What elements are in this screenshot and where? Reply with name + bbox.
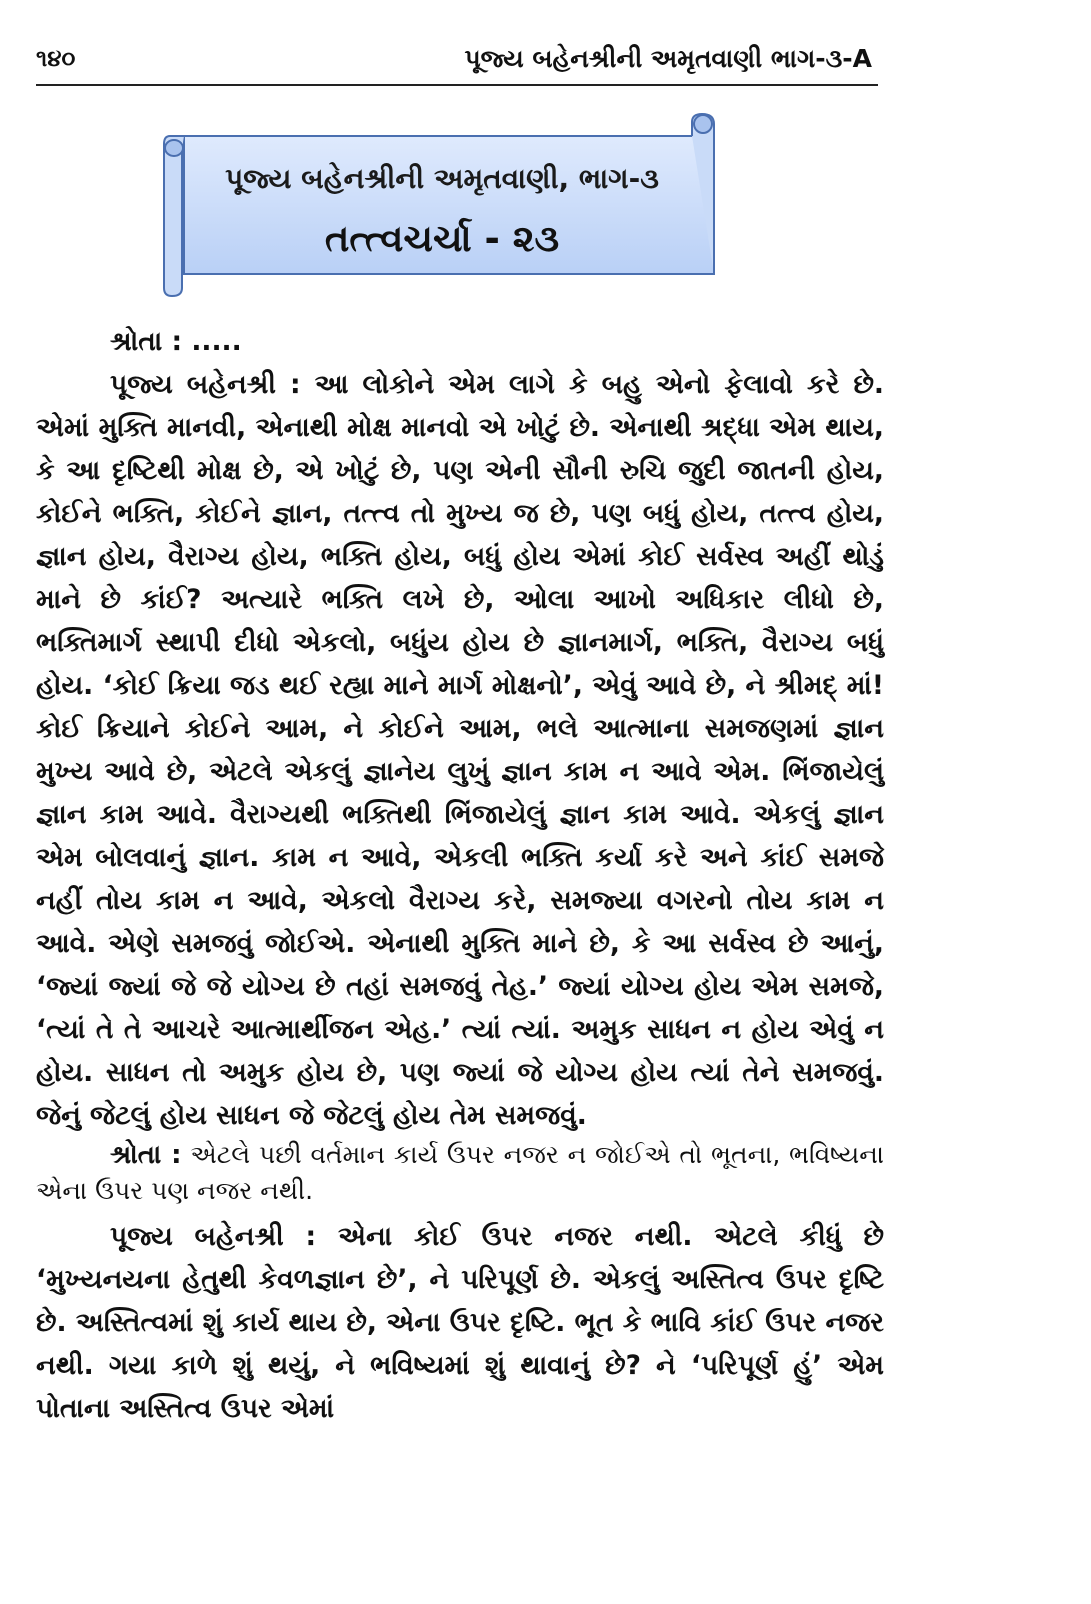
banner-subtitle: પૂજ્ય બહેનશ્રીની અમૃતવાણી, ભાગ-૩ [225, 162, 659, 195]
paragraph-text: એટલે પછી વર્તમાન કાર્ય ઉપર નજર ન જોઈએ તો ભૂતના, ભવિષ્યના એના ઉપર પણ નજર નથી. [36, 1140, 884, 1205]
paragraph [36, 1137, 884, 1209]
page-number: ૧૪૦ [36, 46, 76, 72]
speaker-label: પૂજ્ય બહેનશ્રી : [110, 1221, 317, 1252]
scroll-banner [162, 112, 722, 302]
paragraph-text: આ લોકોને એમ લાગે કે બહુ એનો ફેલાવો કરે છે. એમાં મુક્તિ માનવી, એનાથી મોક્ષ માનવો એ ખોટું છે. એનાથી શ્રદ્ધા એમ થાય, કે આ દૃષ્ટિથી મોક્ષ છે, એ ખોટું છે, પણ એની સૌની રુચિ જુદી જાતની હોય, કોઈને ભક્તિ, કોઈને જ્ઞાન, તત્ત્વ તો મુખ્ય જ છે, પણ બધું હોય, તત્ત્વ હોય, જ્ઞાન હોય, વૈરાગ્ય હોય, ભક્તિ હોય, બધું હોય એમાં કોઈ સર્વસ્વ અહીં થોડું માને છે કાંઈ? અત્યારે ભક્તિ લખે છે, ઓલા આખો અધિકાર લીધો છે, ભક્તિમાર્ગ સ્થાપી દીધો એકલો, બધુંય હોય છે જ્ઞાનમાર્ગ, ભક્તિ, વૈરાગ્ય બધું હોય. ‘કોઈ ક્રિયા જડ થઈ રહ્યા માને માર્ગ મોક્ષનો’, એવું આવે છે, ને શ્રીમદ્ માં! કોઈ ક્રિયાને કોઈને આમ, ને કોઈને આમ, ભલે આત્માના સમજણમાં જ્ઞાન મુખ્ય આવે છે, એટલે એકલું જ્ઞાનેય લુખું જ્ઞાન કામ ન આવે એમ. ભિંજાયેલું જ્ઞાન કામ આવે. વૈરાગ્યથી ભક્તિથી ભિંજાયેલું જ્ઞાન કામ આવે. એકલું જ્ઞાન એમ બોલવાનું જ્ઞાન. કામ ન આવે, એકલી ભક્તિ કર્યા કરે અને કાંઈ સમજે નહીં તોય કામ ન આવે, એકલો વૈરાગ્ય કરે, સમજ્યા વગરનો તોય કામ ન આવે. એણે સમજવું જોઈએ. એનાથી મુક્તિ માને છે, કે આ સર્વસ્વ છે આનું, ‘જ્યાં જ્યાં જે જે યોગ્ય છે તહાં સમજવું તેહ.’ જ્યાં યોગ્ય હોય એમ સમજે, ‘ત્યાં તે તે આચરે આત્માર્થીજન એહ.’ ત્યાં ત્યાં. અમુક સાધન ન હોય એવું ન હોય. સાધન તો અમુક હોય છે, પણ જ્યાં જે યોગ્ય હોય ત્યાં તેને સમજવું. જેનું જેટલું હોય સાધન જે જેટલું હોય તેમ સમજવું. [36, 369, 885, 1131]
body-text [36, 320, 884, 1430]
speaker-label: પૂજ્ય બહેનશ્રી : [110, 369, 301, 400]
paragraph [36, 363, 884, 1137]
banner-title: તત્ત્વચર્ચા - ૨૩ [324, 217, 560, 260]
speaker-label: શ્રોતા : [110, 326, 183, 357]
paragraph-text: ..... [182, 326, 242, 357]
paragraph-text: એના કોઈ ઉપર નજર નથી. એટલે કીધું છે ‘મુખ્યનયના હેતુથી કેવળજ્ઞાન છે’, ને પરિપૂર્ણ છે. એકલું અસ્તિત્વ ઉપર દૃષ્ટિ છે. અસ્તિત્વમાં શું કાર્ય થાય છે, એના ઉપર દૃષ્ટિ. ભૂત કે ભાવિ કાંઈ ઉપર નજર નથી. ગયા કાળે શું થયું, ને ભવિષ્યમાં શું થાવાનું છે? ને ‘પરિપૂર્ણ હું’ એમ પોતાના અસ્તિત્વ ઉપર એમાં [36, 1221, 884, 1424]
paragraph [36, 1215, 884, 1430]
paragraph [36, 320, 884, 363]
scroll-banner-graphic [162, 112, 722, 302]
running-title: પૂજ્ય બહેનશ્રીની અમૃતવાણી ભાગ-૩-A [464, 44, 872, 73]
page-header [36, 44, 878, 86]
speaker-label: શ્રોતા : [110, 1140, 182, 1170]
